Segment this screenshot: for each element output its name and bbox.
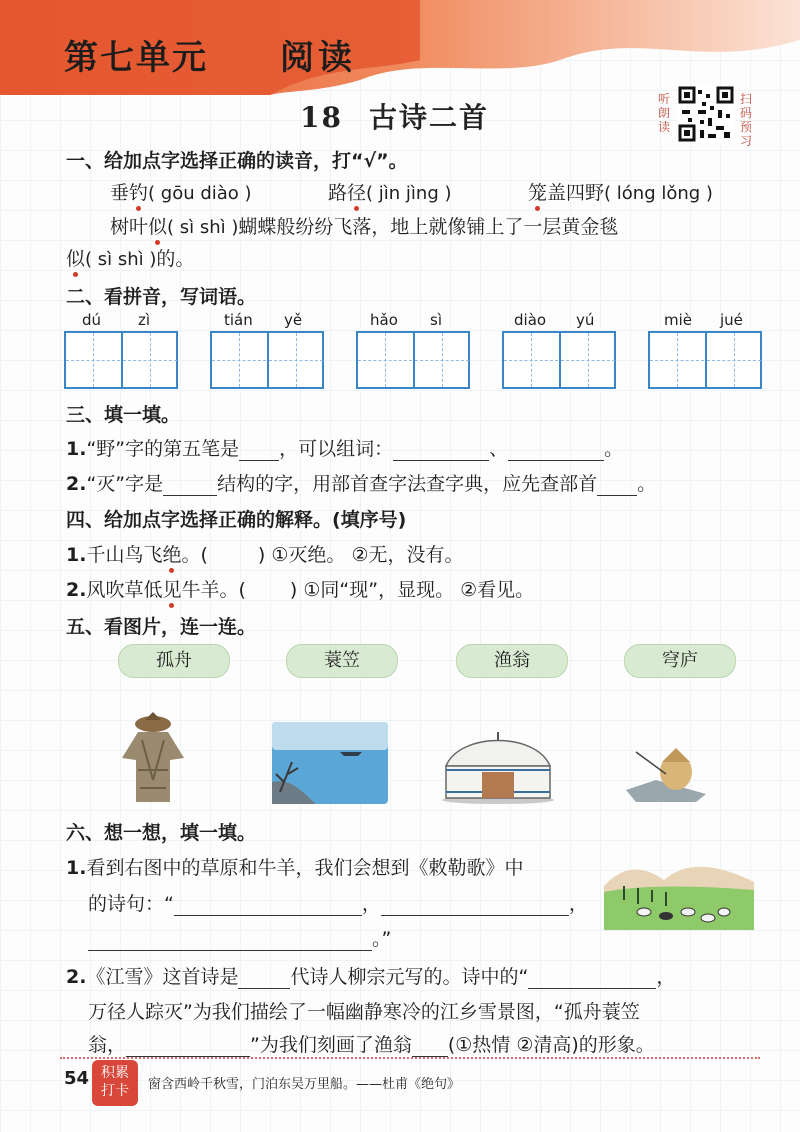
q4-options: ①灭绝。 ②无，没有。 [271, 544, 464, 566]
q1-pinyin-choice[interactable]: ( gōu diào ) [148, 183, 252, 204]
qr-left-char: 朗 [657, 106, 670, 120]
tian-grid-cell[interactable] [358, 333, 412, 387]
badge-line: 积累 [101, 1065, 129, 1081]
fill-blank[interactable] [381, 914, 569, 916]
q6-text: ， [568, 893, 588, 915]
q2-pinyin: sì [430, 311, 442, 329]
tian-grid-cell[interactable] [504, 333, 558, 387]
q6-heading: 六、想一想，填一填。 [66, 822, 257, 844]
straw-cape-hat-picture[interactable] [118, 710, 188, 806]
q1-item-text: 路 [328, 182, 348, 204]
q3-item-number: 1. [66, 438, 87, 460]
q6-text: 。” [372, 928, 392, 950]
unit-section-label: 阅读 [280, 38, 356, 78]
q1-item-text: 盖四野 [547, 182, 605, 204]
grassland-cattle-picture [604, 856, 754, 930]
fill-blank[interactable] [393, 459, 489, 461]
q1-sentence-text: 的。 [156, 248, 195, 270]
q2-pinyin: tián [224, 311, 253, 329]
q4-heading: 四、给加点字选择正确的解释。(填序号) [66, 509, 407, 531]
q1-dotted-char: 似 [66, 244, 85, 271]
qr-left-caption [656, 92, 672, 134]
q6-text: 翁， [88, 1034, 127, 1056]
qr-right-char: 预 [739, 120, 752, 134]
q5-word-card[interactable]: 蓑笠 [286, 644, 398, 678]
q4-text: 风吹草低 [86, 579, 163, 601]
tian-grid-cell[interactable] [650, 333, 704, 387]
q2-pinyin: yě [284, 311, 303, 329]
fill-blank[interactable] [174, 914, 362, 916]
yurt-picture[interactable] [440, 722, 556, 804]
q2-pinyin: hǎo [370, 311, 398, 329]
q6-text: 万径人踪灭”为我们描绘了一幅幽静寒冷的江乡雪景图，“孤舟蓑笠 [88, 1001, 640, 1023]
q3-text: 。 [637, 473, 657, 495]
lesson-name: 古诗二首 [368, 101, 489, 134]
fill-blank[interactable] [238, 987, 290, 989]
q2-writing-box[interactable] [648, 331, 762, 389]
q1-item-1 [110, 178, 252, 205]
q2-writing-box[interactable] [210, 331, 324, 389]
q2-pinyin: jué [720, 311, 743, 329]
q2-pinyin: dú [82, 311, 102, 329]
q4-dotted-char: 见 [162, 575, 181, 602]
fill-blank[interactable] [239, 459, 279, 461]
old-fisherman-picture[interactable] [626, 740, 712, 804]
q1-sentence [110, 212, 618, 239]
q4-item-number: 2. [66, 579, 87, 601]
q6-item-number: 2. [66, 966, 87, 988]
q1-item-3 [528, 178, 713, 205]
q1-sentence-text: 蝴蝶般纷纷飞落，地上就像铺上了一层黄金毯 [238, 216, 619, 238]
q1-pinyin-choice[interactable]: ( sì shì ) [167, 217, 239, 238]
q6-text: 的诗句：“ [88, 893, 174, 915]
q4-item-2 [66, 575, 534, 602]
q2-pinyin: diào [514, 311, 547, 329]
q4-text: 牛羊。( [181, 579, 246, 601]
q6-text: 代诗人柳宗元写的。诗中的“ [290, 966, 529, 988]
q1-heading: 一、给加点字选择正确的读音，打“√”。 [66, 150, 408, 172]
footer-quote: 窗含西岭千秋雪，门泊东吴万里船。——杜甫《绝句》 [148, 1077, 461, 1092]
q3-item-number: 2. [66, 473, 87, 495]
q6-item-1 [66, 853, 523, 880]
q4-item-1 [66, 540, 463, 567]
q4-text: ) [257, 544, 266, 566]
q2-pinyin: zì [138, 311, 151, 329]
q1-item-2 [328, 178, 452, 205]
fill-blank[interactable] [528, 987, 656, 989]
q3-text: 、 [489, 438, 509, 460]
q6-text: 看到右图中的草原和牛羊，我们会想到《敕勒歌》中 [86, 857, 524, 879]
q1-sentence-cont [66, 244, 194, 271]
footer-divider [60, 1057, 760, 1059]
q5-word-card[interactable]: 穹庐 [624, 644, 736, 678]
tian-grid-cell[interactable] [267, 333, 323, 387]
q2-writing-box[interactable] [356, 331, 470, 389]
q3-text: ，可以组词： [279, 438, 394, 460]
q4-text: 千山鸟飞 [86, 544, 163, 566]
badge-line: 打卡 [101, 1083, 129, 1099]
tian-grid-cell[interactable] [705, 333, 761, 387]
qr-right-char: 扫 [739, 92, 752, 106]
fill-blank[interactable] [88, 949, 372, 951]
q6-text: 《江雪》这首诗是 [86, 966, 239, 988]
q2-writing-box[interactable] [64, 331, 178, 389]
q4-options: ①同“现”，显现。 ②看见。 [303, 579, 535, 601]
qr-right-char: 码 [739, 106, 752, 120]
q6-item-1-line2 [88, 889, 588, 916]
q1-dotted-char: 似 [148, 212, 167, 239]
q1-pinyin-choice[interactable]: ( jìn jìng ) [366, 183, 452, 204]
q3-text: 。 [604, 438, 624, 460]
q2-heading: 二、看拼音，写词语。 [66, 286, 257, 308]
q2-writing-box[interactable] [502, 331, 616, 389]
q1-dotted-char: 钓 [129, 178, 148, 205]
unit-label: 第七单元 [64, 38, 208, 78]
q1-pinyin-choice[interactable]: ( lóng lǒng ) [604, 183, 713, 204]
qr-right-caption [738, 92, 754, 148]
q6-item-1-line3 [88, 924, 391, 951]
q3-text: 结构的字，用部首查字法查字典，应先查部首 [217, 473, 598, 495]
q3-heading: 三、填一填。 [66, 404, 181, 426]
tian-grid-cell[interactable] [66, 333, 120, 387]
lesson-number: 18 [300, 101, 343, 134]
q4-item-number: 1. [66, 544, 87, 566]
qr-left-char: 读 [657, 120, 670, 134]
q1-dotted-char: 笼 [528, 178, 547, 205]
fill-blank[interactable] [597, 494, 637, 496]
q1-item-text: 垂 [110, 182, 130, 204]
q2-pinyin: miè [664, 311, 693, 329]
q6-item-2-line3 [88, 1030, 655, 1057]
q1-dotted-char: 径 [347, 178, 366, 205]
q5-word-card[interactable]: 孤舟 [118, 644, 230, 678]
page-number: 54 [64, 1068, 90, 1089]
q2-pinyin: yú [576, 311, 595, 329]
q6-text: ”为我们刻画了渔翁 [250, 1034, 412, 1056]
q1-pinyin-choice[interactable]: ( sì shì ) [85, 249, 157, 270]
qr-code-icon[interactable] [678, 86, 734, 142]
q1-sentence-text: 树叶 [110, 216, 149, 238]
q4-dotted-char: 绝 [162, 540, 181, 567]
q6-item-2-line2 [88, 997, 640, 1024]
lesson-title [300, 96, 489, 136]
q6-item-2 [66, 962, 675, 989]
q3-text: “灭”字是 [86, 473, 164, 495]
q5-heading: 五、看图片，连一连。 [66, 616, 257, 638]
fill-blank[interactable] [163, 494, 217, 496]
tian-grid-cell[interactable] [413, 333, 469, 387]
lone-boat-river-picture[interactable] [272, 722, 388, 804]
q4-text: ) [289, 579, 298, 601]
q4-text: 。( [181, 544, 208, 566]
q5-word-card[interactable]: 渔翁 [456, 644, 568, 678]
accumulate-badge [92, 1060, 138, 1106]
fill-blank[interactable] [508, 459, 604, 461]
q3-text: “野”字的第五笔是 [86, 438, 240, 460]
tian-grid-cell[interactable] [121, 333, 177, 387]
qr-right-char: 习 [739, 134, 752, 148]
q3-item-1 [66, 434, 623, 461]
q6-text: ， [361, 893, 381, 915]
unit-header-band [0, 0, 800, 95]
q6-text: ， [656, 966, 676, 988]
q6-item-number: 1. [66, 857, 87, 879]
qr-left-char: 听 [657, 92, 670, 106]
tian-grid-cell[interactable] [559, 333, 615, 387]
q3-item-2 [66, 469, 656, 496]
tian-grid-cell[interactable] [212, 333, 266, 387]
q6-text: (①热情 ②清高)的形象。 [447, 1034, 655, 1056]
